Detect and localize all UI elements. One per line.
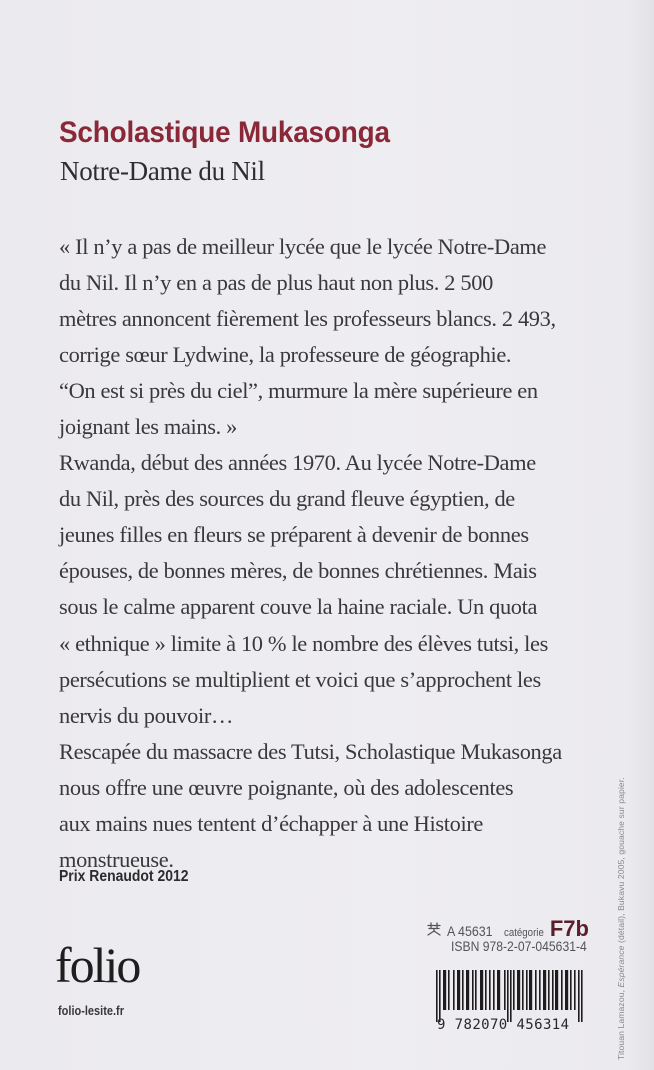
blurb-line: “On est si près du ciel”, murmure la mère supérieure en: [59, 378, 538, 404]
award-label: Prix Renaudot 2012: [59, 868, 189, 885]
blurb-line: Rwanda, début des années 1970. Au lycée Notre-Dame: [59, 450, 536, 476]
isbn: ISBN 978-2-07-045631-4: [451, 939, 587, 954]
blurb-line: persécutions se multiplient et voici que s’approchent les: [59, 666, 541, 692]
blurb-line: du Nil, près des sources du grand fleuve égyptien, de: [59, 486, 515, 512]
blurb-line: monstrueuse.: [59, 846, 174, 872]
blurb-line: aux mains nues tentent d’échapper à une Histoire: [59, 810, 484, 836]
blurb-line: jeunes filles en fleurs se préparent à devenir de bonnes: [59, 522, 529, 548]
cover-art-credit: [616, 777, 626, 1060]
barcode-digits: 9 782070 456314: [437, 1017, 570, 1033]
category-code: F7b: [549, 916, 589, 941]
blurb-line: « Il n’y a pas de meilleur lycée que le lycée Notre-Dame: [59, 234, 547, 259]
blurb-line: nervis du pouvoir…: [59, 702, 234, 728]
credit-artist: Titouan Lamazou,: [616, 987, 626, 1060]
blurb-line: Rescapée du massacre des Tutsi, Scholastique Mukasonga: [59, 738, 562, 764]
blurb-line: corrige sœur Lydwine, la professeure de géographie.: [59, 342, 512, 368]
credit-details: (détail), Bukavu 2005, gouache sur papier.: [616, 777, 626, 946]
book-title: Notre-Dame du Nil: [60, 156, 265, 186]
credit-work-title: Espérance: [616, 945, 626, 988]
gallimard-mark-icon: [426, 922, 442, 936]
blurb: [59, 229, 619, 878]
publisher-website[interactable]: folio-lesite.fr: [58, 1004, 125, 1018]
folio-logo: folio: [55, 937, 140, 993]
category-label: catégorie: [503, 927, 544, 939]
blurb-line: mètres annoncent fièrement les professeurs blancs. 2 493,: [59, 306, 556, 332]
blurb-line: sous le calme apparent couve la haine raciale. Un quota: [59, 594, 538, 620]
reference-code: A 45631: [447, 924, 493, 939]
blurb-line: « ethnique » limite à 10 % le nombre des élèves tutsi, les: [59, 630, 548, 656]
author-name: Scholastique Mukasonga: [59, 116, 390, 149]
blurb-line: nous offre une œuvre poignante, où des adolescentes: [59, 774, 514, 800]
barcode-icon: [436, 970, 584, 1022]
blurb-line: épouses, de bonnes mères, de bonnes chrétiennes. Mais: [59, 558, 537, 584]
blurb-line: joignant les mains. »: [59, 414, 237, 440]
blurb-line: du Nil. Il n’y en a pas de plus haut non plus. 2 500: [59, 270, 493, 296]
